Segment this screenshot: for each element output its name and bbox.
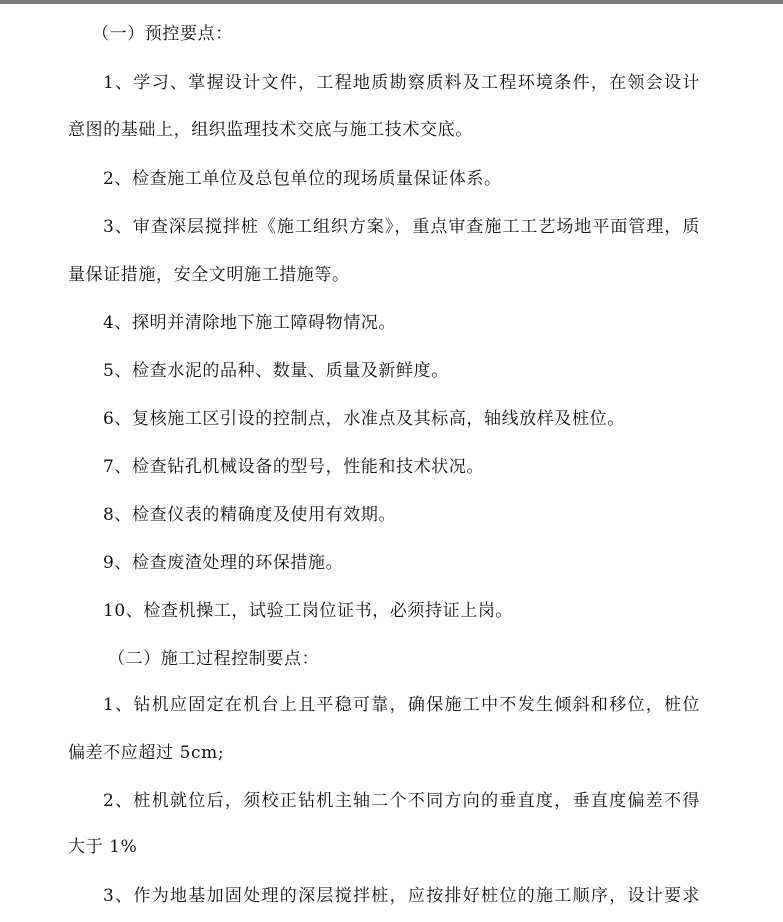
section2-heading: （二）施工过程控制要点：: [108, 649, 320, 669]
item-3-line-1: 3、审查深层搅拌桩《施工组织方案》，重点审查施工工艺场地平面管理，质: [103, 217, 700, 237]
process-2-line-1: 2、桩机就位后，须校正钻机主轴二个不同方向的垂直度，垂直度偏差不得: [103, 791, 700, 811]
process-1-line-2: 偏差不应超过 5cm;: [68, 743, 225, 763]
process-1-line-1: 1、钻机应固定在机台上且平稳可靠，确保施工中不发生倾斜和移位，桩位: [103, 695, 700, 715]
item-3-line-2: 量保证措施，安全文明施工措施等。: [68, 265, 350, 285]
item-6: 6、复核施工区引设的控制点，水准点及其标高，轴线放样及桩位。: [103, 409, 625, 429]
item-4: 4、探明并清除地下施工障碍物情况。: [103, 313, 397, 333]
section1-heading: （一）预控要点：: [92, 24, 233, 44]
item-7: 7、检查钻孔机械设备的型号，性能和技术状况。: [103, 457, 485, 477]
item-9: 9、检查废渣处理的环保措施。: [103, 553, 344, 573]
item-10: 10、检查机操工，试验工岗位证书，必须持证上岗。: [103, 601, 514, 621]
item-8: 8、检查仪表的精确度及使用有效期。: [103, 505, 397, 525]
top-border: [0, 0, 783, 4]
item-2: 2、检查施工单位及总包单位的现场质量保证体系。: [103, 169, 502, 189]
item-1-line-1: 1、学习、掌握设计文件，工程地质勘察质料及工程环境条件，在领会设计: [103, 73, 700, 93]
item-1-line-2: 意图的基础上，组织监理技术交底与施工技术交底。: [68, 120, 473, 140]
process-2-line-2: 大于 1%: [68, 837, 138, 857]
item-5: 5、检查水泥的品种、数量、质量及新鲜度。: [103, 361, 449, 381]
process-3-line-1: 3、作为地基加固处理的深层搅拌桩，应按排好桩位的施工顺序，设计要求: [103, 886, 700, 906]
